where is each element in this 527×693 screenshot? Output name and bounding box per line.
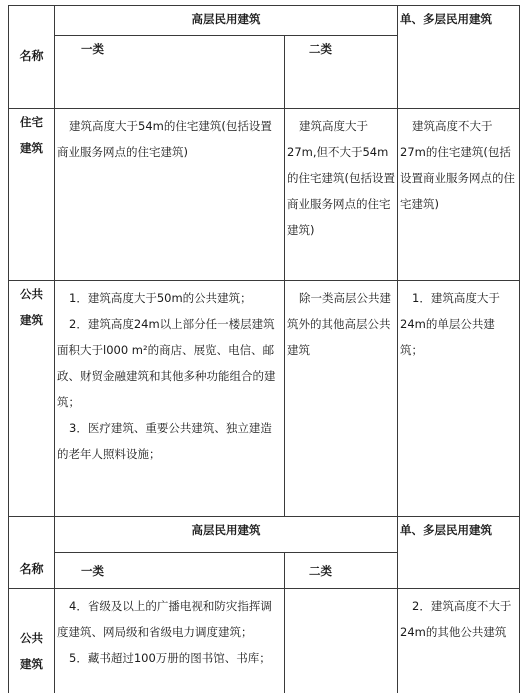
table1-public-class1 xyxy=(55,281,285,517)
table1-row-residential-name: 住宅 建筑 xyxy=(9,109,55,281)
table2-group-header: 高层民用建筑 xyxy=(55,517,398,553)
table1-header-class2: 二类 xyxy=(285,36,398,109)
table1-residential-class2: 建筑高度大于27m,但不大于54m的住宅建筑(包括设置商业服务网点的住宅建筑) xyxy=(285,109,398,281)
building-classification-table-1 xyxy=(8,5,520,517)
table2-corner-cell xyxy=(9,517,55,589)
table2-header-name: 名称 xyxy=(19,562,44,576)
list-item: 5．藏书超过100万册的图书馆、书库； xyxy=(69,651,271,665)
building-classification-table-2 xyxy=(8,516,520,693)
list-item: 2．建筑高度24m以上部分任一楼层建筑面积大于l000 m²的商店、展览、电信、邮政、财贸金融建筑和其他多种功能组合的建筑； xyxy=(57,317,276,409)
table2-public-class2 xyxy=(285,589,398,693)
table1-residential-class1: 建筑高度大于54m的住宅建筑(包括设置商业服务网点的住宅建筑) xyxy=(55,109,285,281)
table1-header-name: 名称 xyxy=(19,49,44,63)
table1-group-header: 高层民用建筑 xyxy=(55,6,398,36)
table2-header-single-multi: 单、多层民用建筑 xyxy=(398,517,520,589)
table1-row-public-name: 公共 建筑 xyxy=(9,281,55,517)
list-item: 4．省级及以上的广播电视和防灾指挥调度建筑、网局级和省级电力调度建筑； xyxy=(57,599,272,639)
table2-public-class1 xyxy=(55,589,285,693)
list-item: 3．医疗建筑、重要公共建筑、独立建造的老年人照料设施； xyxy=(57,421,272,461)
table1-public-class2: 除一类高层公共建筑外的其他高层公共建筑 xyxy=(285,281,398,517)
table2-header-class2: 二类 xyxy=(285,553,398,589)
list-item: 1．建筑高度大于50m的公共建筑； xyxy=(69,291,252,305)
table2-header-class1: 一类 xyxy=(55,553,285,589)
table1-header-class1: 一类 xyxy=(55,36,285,109)
table2-public-single-multi: 2．建筑高度不大于24m的其他公共建筑 xyxy=(398,589,520,693)
table1-public-single-multi: 1．建筑高度大于24m的单层公共建筑； xyxy=(398,281,520,517)
table1-residential-single-multi: 建筑高度不大于27m的住宅建筑(包括设置商业服务网点的住宅建筑) xyxy=(398,109,520,281)
table1-header-single-multi: 单、多层民用建筑 xyxy=(398,6,520,109)
table2-row-public-name: 公共 建筑 xyxy=(9,589,55,693)
